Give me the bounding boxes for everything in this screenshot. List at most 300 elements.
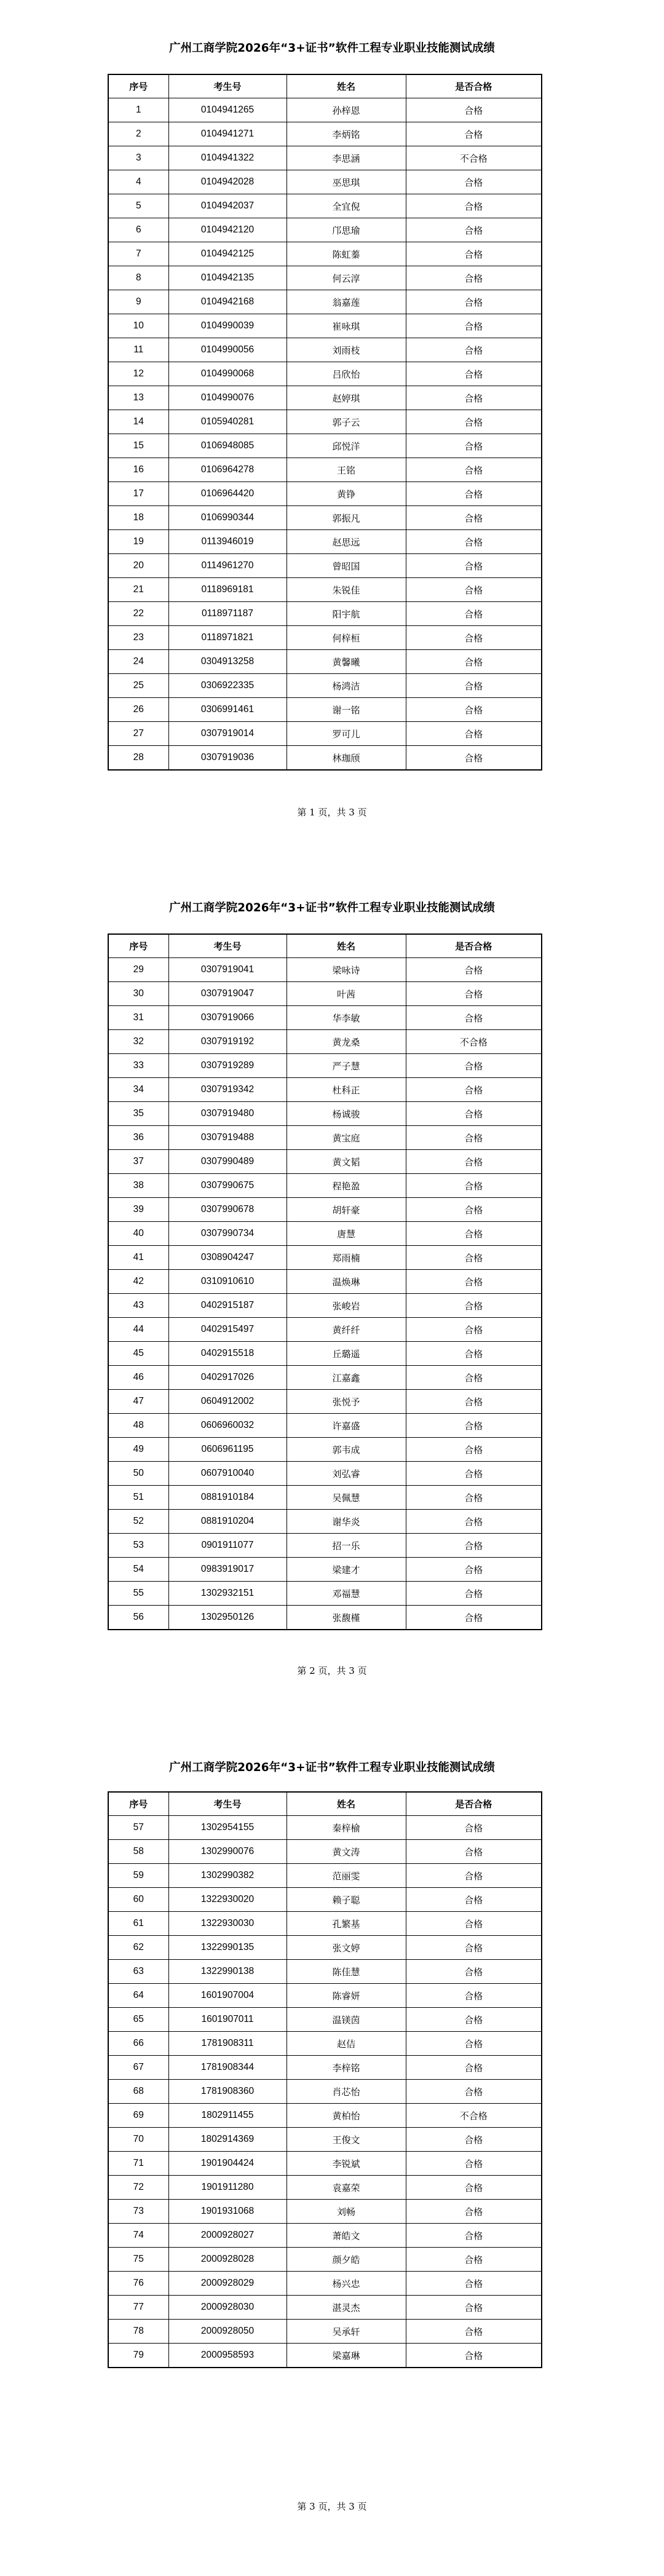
cell-seq: 56 xyxy=(108,1606,168,1630)
header-seq: 序号 xyxy=(108,934,168,958)
cell-name: 杨诚骏 xyxy=(287,1102,406,1126)
table-row xyxy=(108,1606,542,1630)
table-row xyxy=(108,2080,542,2104)
cell-name: 张馥槿 xyxy=(287,1606,406,1630)
cell-seq: 76 xyxy=(108,2272,168,2296)
cell-pass: 合格 xyxy=(406,2224,542,2248)
cell-name: 罗可儿 xyxy=(287,722,406,746)
cell-exam-no: 0105940281 xyxy=(168,410,287,434)
cell-pass: 合格 xyxy=(406,1198,542,1222)
cell-name: 谢一铭 xyxy=(287,698,406,722)
cell-seq: 29 xyxy=(108,958,168,982)
cell-name: 黄龙桑 xyxy=(287,1030,406,1054)
cell-seq: 9 xyxy=(108,290,168,314)
header-row xyxy=(108,934,542,958)
cell-exam-no: 0106964278 xyxy=(168,458,287,482)
cell-seq: 30 xyxy=(108,982,168,1006)
cell-seq: 50 xyxy=(108,1462,168,1486)
cell-exam-no: 1302990382 xyxy=(168,1864,287,1888)
cell-exam-no: 0307919192 xyxy=(168,1030,287,1054)
cell-exam-no: 0307919342 xyxy=(168,1078,287,1102)
cell-seq: 64 xyxy=(108,1984,168,2008)
cell-seq: 61 xyxy=(108,1912,168,1936)
cell-exam-no: 0104990039 xyxy=(168,314,287,338)
table-row xyxy=(108,578,542,602)
cell-pass: 合格 xyxy=(406,194,542,218)
table-row xyxy=(108,1486,542,1510)
cell-name: 黄纤纤 xyxy=(287,1318,406,1342)
cell-pass: 合格 xyxy=(406,362,542,386)
table-row xyxy=(108,674,542,698)
cell-seq: 73 xyxy=(108,2200,168,2224)
cell-pass: 合格 xyxy=(406,386,542,410)
cell-name: 李炳铭 xyxy=(287,122,406,146)
cell-seq: 71 xyxy=(108,2152,168,2176)
cell-pass: 合格 xyxy=(406,1534,542,1558)
table-row xyxy=(108,506,542,530)
cell-name: 招一乐 xyxy=(287,1534,406,1558)
cell-seq: 36 xyxy=(108,1126,168,1150)
table-row xyxy=(108,1006,542,1030)
cell-exam-no: 0118971187 xyxy=(168,602,287,626)
cell-seq: 44 xyxy=(108,1318,168,1342)
cell-name: 颜夕皓 xyxy=(287,2248,406,2272)
cell-name: 湛灵杰 xyxy=(287,2296,406,2320)
table-row xyxy=(108,314,542,338)
cell-seq: 25 xyxy=(108,674,168,698)
table-row xyxy=(108,1816,542,1840)
cell-seq: 49 xyxy=(108,1438,168,1462)
table-row xyxy=(108,458,542,482)
table-row xyxy=(108,1510,542,1534)
header-pass: 是否合格 xyxy=(406,1792,542,1816)
cell-pass: 合格 xyxy=(406,1006,542,1030)
cell-seq: 43 xyxy=(108,1294,168,1318)
header-pass: 是否合格 xyxy=(406,934,542,958)
cell-seq: 39 xyxy=(108,1198,168,1222)
cell-name: 秦梓榆 xyxy=(287,1816,406,1840)
cell-seq: 72 xyxy=(108,2176,168,2200)
cell-exam-no: 2000928029 xyxy=(168,2272,287,2296)
cell-pass: 合格 xyxy=(406,242,542,266)
cell-exam-no: 0118969181 xyxy=(168,578,287,602)
cell-name: 赵佶 xyxy=(287,2032,406,2056)
table-row xyxy=(108,1558,542,1582)
cell-name: 陈佳慧 xyxy=(287,1960,406,1984)
cell-pass: 合格 xyxy=(406,2200,542,2224)
cell-seq: 35 xyxy=(108,1102,168,1126)
cell-seq: 3 xyxy=(108,146,168,170)
cell-seq: 57 xyxy=(108,1816,168,1840)
cell-exam-no: 0604912002 xyxy=(168,1390,287,1414)
cell-seq: 59 xyxy=(108,1864,168,1888)
cell-pass: 合格 xyxy=(406,2272,542,2296)
cell-seq: 66 xyxy=(108,2032,168,2056)
cell-pass: 合格 xyxy=(406,170,542,194)
header-seq: 序号 xyxy=(108,74,168,98)
cell-seq: 67 xyxy=(108,2056,168,2080)
cell-pass: 合格 xyxy=(406,122,542,146)
cell-seq: 13 xyxy=(108,386,168,410)
table-row xyxy=(108,1342,542,1366)
table-row xyxy=(108,746,542,771)
cell-pass: 合格 xyxy=(406,554,542,578)
cell-name: 王铭 xyxy=(287,458,406,482)
cell-pass: 合格 xyxy=(406,2080,542,2104)
cell-name: 何梓桓 xyxy=(287,626,406,650)
table-row xyxy=(108,98,542,122)
cell-pass: 合格 xyxy=(406,266,542,290)
cell-seq: 53 xyxy=(108,1534,168,1558)
cell-name: 邱悦洋 xyxy=(287,434,406,458)
cell-pass: 合格 xyxy=(406,1102,542,1126)
table-row xyxy=(108,722,542,746)
cell-seq: 15 xyxy=(108,434,168,458)
cell-exam-no: 0104942125 xyxy=(168,242,287,266)
table-row xyxy=(108,410,542,434)
cell-exam-no: 0104942135 xyxy=(168,266,287,290)
cell-exam-no: 1322930030 xyxy=(168,1912,287,1936)
cell-seq: 7 xyxy=(108,242,168,266)
cell-name: 黄铮 xyxy=(287,482,406,506)
cell-exam-no: 2000958593 xyxy=(168,2344,287,2368)
cell-exam-no: 0307990675 xyxy=(168,1174,287,1198)
cell-exam-no: 1302954155 xyxy=(168,1816,287,1840)
cell-pass: 合格 xyxy=(406,1888,542,1912)
cell-pass: 合格 xyxy=(406,1816,542,1840)
table-row xyxy=(108,2104,542,2128)
cell-pass: 合格 xyxy=(406,2248,542,2272)
table-row xyxy=(108,958,542,982)
table-row xyxy=(108,1438,542,1462)
cell-pass: 合格 xyxy=(406,1414,542,1438)
table-row xyxy=(108,122,542,146)
cell-pass: 合格 xyxy=(406,338,542,362)
cell-pass: 合格 xyxy=(406,1912,542,1936)
cell-name: 李梓铭 xyxy=(287,2056,406,2080)
cell-exam-no: 0306922335 xyxy=(168,674,287,698)
table-row xyxy=(108,1864,542,1888)
table-row xyxy=(108,1174,542,1198)
cell-pass: 合格 xyxy=(406,2056,542,2080)
cell-name: 郭振凡 xyxy=(287,506,406,530)
table-row xyxy=(108,1462,542,1486)
table-row xyxy=(108,386,542,410)
cell-name: 邝思瑜 xyxy=(287,218,406,242)
cell-exam-no: 0307919036 xyxy=(168,746,287,771)
cell-seq: 4 xyxy=(108,170,168,194)
cell-name: 王俊文 xyxy=(287,2128,406,2152)
cell-name: 肖芯怡 xyxy=(287,2080,406,2104)
table-row xyxy=(108,626,542,650)
scores-table xyxy=(108,1791,542,2368)
cell-name: 赵婷琪 xyxy=(287,386,406,410)
cell-name: 杨兴忠 xyxy=(287,2272,406,2296)
table-row xyxy=(108,1888,542,1912)
cell-name: 孙梓恩 xyxy=(287,98,406,122)
cell-seq: 52 xyxy=(108,1510,168,1534)
cell-exam-no: 0307919289 xyxy=(168,1054,287,1078)
table-row xyxy=(108,1246,542,1270)
cell-name: 李锐斌 xyxy=(287,2152,406,2176)
cell-pass: 合格 xyxy=(406,1936,542,1960)
cell-name: 孔繁基 xyxy=(287,1912,406,1936)
cell-name: 温焕琳 xyxy=(287,1270,406,1294)
cell-seq: 48 xyxy=(108,1414,168,1438)
cell-seq: 22 xyxy=(108,602,168,626)
cell-seq: 55 xyxy=(108,1582,168,1606)
page-title: 广州工商学院2026年“3+证书”软件工程专业职业技能测试成绩 xyxy=(169,42,495,55)
cell-exam-no: 0310910610 xyxy=(168,1270,287,1294)
cell-pass: 合格 xyxy=(406,602,542,626)
cell-name: 丘璐遥 xyxy=(287,1342,406,1366)
cell-name: 全宜倪 xyxy=(287,194,406,218)
cell-name: 张峻岩 xyxy=(287,1294,406,1318)
cell-name: 谢华炎 xyxy=(287,1510,406,1534)
header-row xyxy=(108,1792,542,1816)
cell-seq: 17 xyxy=(108,482,168,506)
cell-pass: 合格 xyxy=(406,698,542,722)
cell-name: 唐慧 xyxy=(287,1222,406,1246)
cell-name: 郑雨楠 xyxy=(287,1246,406,1270)
cell-name: 吴承轩 xyxy=(287,2320,406,2344)
table-row xyxy=(108,2128,542,2152)
cell-exam-no: 0106990344 xyxy=(168,506,287,530)
cell-exam-no: 0104990076 xyxy=(168,386,287,410)
cell-name: 黄文韬 xyxy=(287,1150,406,1174)
cell-pass: 合格 xyxy=(406,1558,542,1582)
header-exam-no: 考生号 xyxy=(168,1792,287,1816)
table-row xyxy=(108,650,542,674)
cell-seq: 31 xyxy=(108,1006,168,1030)
cell-exam-no: 0104942120 xyxy=(168,218,287,242)
cell-seq: 74 xyxy=(108,2224,168,2248)
cell-pass: 合格 xyxy=(406,1366,542,1390)
cell-name: 黄馨曦 xyxy=(287,650,406,674)
cell-pass: 合格 xyxy=(406,1510,542,1534)
cell-pass: 不合格 xyxy=(406,146,542,170)
cell-name: 黄文涛 xyxy=(287,1840,406,1864)
cell-seq: 70 xyxy=(108,2128,168,2152)
cell-exam-no: 0607910040 xyxy=(168,1462,287,1486)
cell-exam-no: 0104942037 xyxy=(168,194,287,218)
cell-exam-no: 0307919014 xyxy=(168,722,287,746)
cell-pass: 合格 xyxy=(406,1984,542,2008)
cell-pass: 合格 xyxy=(406,1606,542,1630)
table-row xyxy=(108,1534,542,1558)
cell-name: 翁嘉莲 xyxy=(287,290,406,314)
cell-pass: 合格 xyxy=(406,1342,542,1366)
table-row xyxy=(108,482,542,506)
cell-exam-no: 1802911455 xyxy=(168,2104,287,2128)
table-row xyxy=(108,2344,542,2368)
cell-pass: 合格 xyxy=(406,982,542,1006)
cell-exam-no: 0307919041 xyxy=(168,958,287,982)
cell-name: 吕欣怡 xyxy=(287,362,406,386)
cell-exam-no: 1781908344 xyxy=(168,2056,287,2080)
cell-seq: 46 xyxy=(108,1366,168,1390)
page-footer: 第 2 页，共 3 页 xyxy=(297,1665,367,1676)
cell-name: 陈睿妍 xyxy=(287,1984,406,2008)
table-row xyxy=(108,266,542,290)
cell-pass: 合格 xyxy=(406,2152,542,2176)
cell-pass: 合格 xyxy=(406,650,542,674)
cell-seq: 78 xyxy=(108,2320,168,2344)
cell-name: 吴佩慧 xyxy=(287,1486,406,1510)
cell-exam-no: 0106948085 xyxy=(168,434,287,458)
cell-pass: 合格 xyxy=(406,1864,542,1888)
cell-pass: 合格 xyxy=(406,1294,542,1318)
cell-pass: 合格 xyxy=(406,674,542,698)
cell-pass: 合格 xyxy=(406,1222,542,1246)
page-title: 广州工商学院2026年“3+证书”软件工程专业职业技能测试成绩 xyxy=(169,1761,495,1774)
table-row xyxy=(108,2032,542,2056)
table-row xyxy=(108,1054,542,1078)
cell-name: 华李敏 xyxy=(287,1006,406,1030)
cell-pass: 不合格 xyxy=(406,1030,542,1054)
cell-pass: 合格 xyxy=(406,1126,542,1150)
cell-pass: 合格 xyxy=(406,1246,542,1270)
cell-seq: 37 xyxy=(108,1150,168,1174)
cell-name: 梁咏诗 xyxy=(287,958,406,982)
table-row xyxy=(108,1936,542,1960)
cell-name: 袁嘉荣 xyxy=(287,2176,406,2200)
cell-seq: 79 xyxy=(108,2344,168,2368)
cell-pass: 合格 xyxy=(406,1582,542,1606)
cell-exam-no: 0402915518 xyxy=(168,1342,287,1366)
table-row xyxy=(108,1078,542,1102)
cell-exam-no: 0307919488 xyxy=(168,1126,287,1150)
cell-exam-no: 1322990135 xyxy=(168,1936,287,1960)
cell-exam-no: 1601907011 xyxy=(168,2008,287,2032)
table-row xyxy=(108,1222,542,1246)
cell-seq: 11 xyxy=(108,338,168,362)
table-row xyxy=(108,982,542,1006)
cell-pass: 合格 xyxy=(406,2008,542,2032)
cell-exam-no: 0113946019 xyxy=(168,530,287,554)
scores-table xyxy=(108,933,542,1630)
cell-pass: 合格 xyxy=(406,2176,542,2200)
cell-exam-no: 1322990138 xyxy=(168,1960,287,1984)
cell-pass: 合格 xyxy=(406,1960,542,1984)
cell-seq: 28 xyxy=(108,746,168,771)
header-seq: 序号 xyxy=(108,1792,168,1816)
cell-pass: 合格 xyxy=(406,1840,542,1864)
cell-name: 梁嘉琳 xyxy=(287,2344,406,2368)
cell-exam-no: 0606961195 xyxy=(168,1438,287,1462)
cell-seq: 68 xyxy=(108,2080,168,2104)
cell-exam-no: 0402915187 xyxy=(168,1294,287,1318)
cell-seq: 45 xyxy=(108,1342,168,1366)
page-footer: 第 3 页，共 3 页 xyxy=(297,2501,367,2512)
cell-seq: 38 xyxy=(108,1174,168,1198)
table-row xyxy=(108,242,542,266)
cell-seq: 8 xyxy=(108,266,168,290)
table-row xyxy=(108,1414,542,1438)
header-name: 姓名 xyxy=(287,934,406,958)
cell-exam-no: 0104942028 xyxy=(168,170,287,194)
cell-name: 程艳盈 xyxy=(287,1174,406,1198)
cell-exam-no: 0307990678 xyxy=(168,1198,287,1222)
cell-pass: 合格 xyxy=(406,2344,542,2368)
cell-name: 胡轩豪 xyxy=(287,1198,406,1222)
cell-name: 萧皓文 xyxy=(287,2224,406,2248)
table-row xyxy=(108,1912,542,1936)
cell-seq: 2 xyxy=(108,122,168,146)
table-row xyxy=(108,1150,542,1174)
cell-exam-no: 0881910184 xyxy=(168,1486,287,1510)
table-row xyxy=(108,1366,542,1390)
cell-exam-no: 2000928027 xyxy=(168,2224,287,2248)
cell-exam-no: 1901911280 xyxy=(168,2176,287,2200)
cell-seq: 33 xyxy=(108,1054,168,1078)
cell-name: 何云淳 xyxy=(287,266,406,290)
cell-name: 张悦予 xyxy=(287,1390,406,1414)
cell-seq: 5 xyxy=(108,194,168,218)
cell-seq: 21 xyxy=(108,578,168,602)
cell-seq: 65 xyxy=(108,2008,168,2032)
cell-pass: 合格 xyxy=(406,2128,542,2152)
cell-seq: 14 xyxy=(108,410,168,434)
cell-exam-no: 1802914369 xyxy=(168,2128,287,2152)
cell-exam-no: 0402915497 xyxy=(168,1318,287,1342)
cell-name: 赖子聪 xyxy=(287,1888,406,1912)
cell-pass: 合格 xyxy=(406,506,542,530)
cell-exam-no: 0114961270 xyxy=(168,554,287,578)
cell-name: 刘弘睿 xyxy=(287,1462,406,1486)
cell-name: 黄柏怡 xyxy=(287,2104,406,2128)
cell-pass: 不合格 xyxy=(406,2104,542,2128)
cell-name: 江嘉鑫 xyxy=(287,1366,406,1390)
cell-name: 黄宝庭 xyxy=(287,1126,406,1150)
cell-name: 梁建才 xyxy=(287,1558,406,1582)
table-row xyxy=(108,2296,542,2320)
cell-exam-no: 0606960032 xyxy=(168,1414,287,1438)
cell-seq: 26 xyxy=(108,698,168,722)
header-exam-no: 考生号 xyxy=(168,934,287,958)
cell-name: 郭子云 xyxy=(287,410,406,434)
table-row xyxy=(108,2176,542,2200)
cell-name: 刘畅 xyxy=(287,2200,406,2224)
cell-pass: 合格 xyxy=(406,314,542,338)
cell-pass: 合格 xyxy=(406,434,542,458)
cell-pass: 合格 xyxy=(406,458,542,482)
cell-seq: 42 xyxy=(108,1270,168,1294)
cell-seq: 1 xyxy=(108,98,168,122)
cell-exam-no: 0881910204 xyxy=(168,1510,287,1534)
cell-pass: 合格 xyxy=(406,1270,542,1294)
table-row xyxy=(108,2200,542,2224)
cell-exam-no: 1302990076 xyxy=(168,1840,287,1864)
table-row xyxy=(108,1390,542,1414)
cell-seq: 69 xyxy=(108,2104,168,2128)
cell-exam-no: 0307919480 xyxy=(168,1102,287,1126)
header-name: 姓名 xyxy=(287,74,406,98)
cell-name: 刘雨枝 xyxy=(287,338,406,362)
cell-seq: 32 xyxy=(108,1030,168,1054)
table-row xyxy=(108,530,542,554)
cell-name: 温镁茵 xyxy=(287,2008,406,2032)
cell-exam-no: 0118971821 xyxy=(168,626,287,650)
scores-table xyxy=(108,74,542,771)
cell-name: 邓福慧 xyxy=(287,1582,406,1606)
cell-exam-no: 1302950126 xyxy=(168,1606,287,1630)
cell-pass: 合格 xyxy=(406,1078,542,1102)
cell-name: 巫思琪 xyxy=(287,170,406,194)
cell-name: 朱锐佳 xyxy=(287,578,406,602)
cell-pass: 合格 xyxy=(406,290,542,314)
cell-seq: 58 xyxy=(108,1840,168,1864)
